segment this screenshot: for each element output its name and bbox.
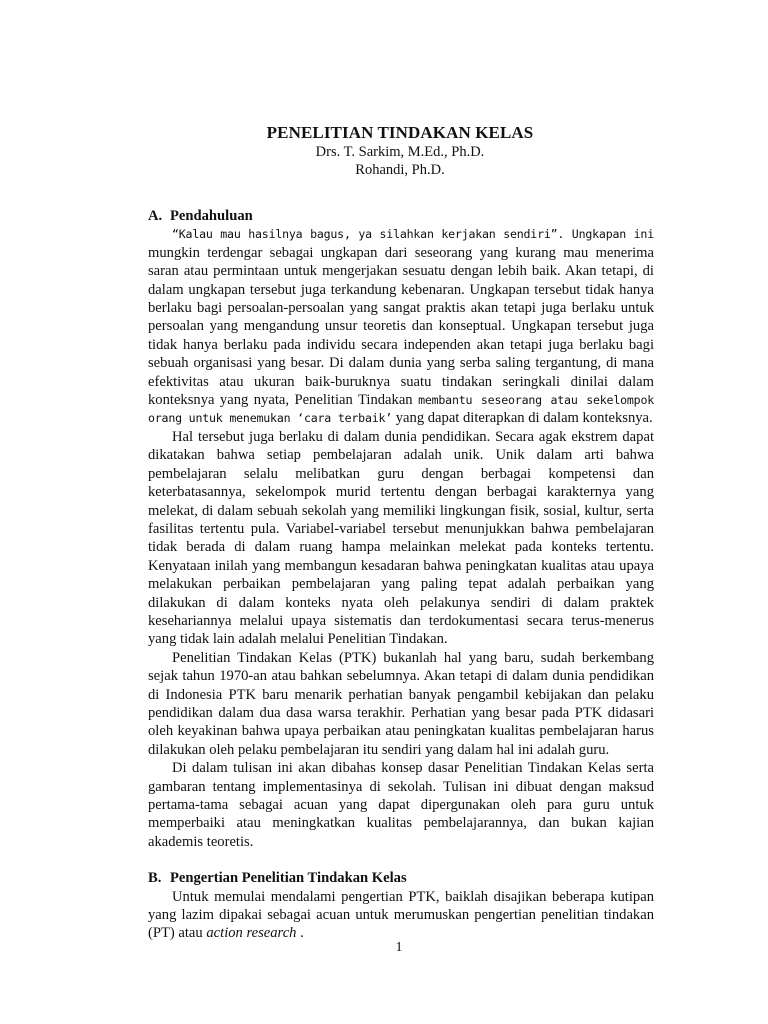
paragraph-text: yang dapat diterapkan di dalam konteksnya. — [392, 410, 653, 427]
paragraph: Di dalam tulisan ini akan dibahas konsep dasar Penelitian Tindakan Kelas serta gambaran tentang implementasinya di sekolah. Tulisan ini dibuat dengan maksud pertama-tama sebagai acuan yang dapat dipergunakan oleh para guru untuk memperbaiki atau meningkatkan kualitas pembelajarannya, dan bukan kajian akademis teoretis. — [148, 760, 654, 850]
document-body — [148, 207, 654, 943]
section-label: B. — [148, 870, 162, 887]
paragraph-text-mono: membantu seseorang atau sekelompok orang untuk menemukan ‘cara terbaik’ — [148, 393, 654, 426]
page-number: 1 — [395, 940, 403, 955]
paragraph-text-italic: action research — [206, 925, 297, 942]
paragraph — [148, 888, 654, 943]
paragraph-text: Untuk memulai mendalami pengertian PTK, baiklah disajikan beberapa kutipan yang lazim dipakai sebagai acuan untuk merumuskan pengertian penelitian tindakan (PT) atau — [148, 888, 654, 942]
section-label: A. — [148, 208, 163, 224]
author-name: Rohandi, Ph.D. — [355, 162, 445, 178]
paragraph-text: mungkin terdengar sebagai ungkapan dari seseorang yang kurang mau menerima saran atau permintaan untuk mengerjakan sesuatu dengan lebih baik. Akan tetapi, di dalam ungkapan tersebut juga terkandung kebenaran. Ungkapan tersebut tidak hanya berlaku bagi persoalan-persoalan yang sangat praktis akan tetapi juga berlaku untuk persoalan yang mengandung unsur teoretis dan konseptual. Ungkapan tersebut juga tidak hanya berlaku pada individu secara independen akan tetapi juga berlaku bagi sebuah organisasi yang besar. Di dalam dunia yang serba saling tergantung, di mana efektivitas atau ukuran baik-buruknya suatu tindakan seringkali dinilai dalam konteksnya yang nyata, Penelitian Tindakan — [148, 244, 654, 409]
document-title: PENELITIAN TINDAKAN KELAS — [266, 123, 534, 142]
paragraph — [148, 225, 654, 427]
section-title: Pendahuluan — [170, 208, 253, 224]
paragraph: Penelitian Tindakan Kelas (PTK) bukanlah hal yang baru, sudah berkembang sejak tahun 1970-an atau bahkan sebelumnya. Akan tetapi di dalam dunia pendidikan di Indonesia PTK baru menarik perhatian banyak pengambil kebijakan dan pelaku pendidikan dalam dua dasa warsa terakhir. Perhatian yang besar pada PTK didasari oleh keyakinan bahwa upaya perbaikan atau peningkatan kualitas pembelajaran harus dilakukan oleh pelaku pembelajaran itu sendiri yang dalam hal ini adalah guru. — [148, 649, 654, 758]
section-title: Pengertian Penelitian Tindakan Kelas — [170, 870, 407, 887]
section-spacer — [148, 851, 654, 869]
paragraph: Hal tersebut juga berlaku di dalam dunia pendidikan. Secara agak ekstrem dapat dikatakan bahwa setiap pembelajaran adalah unik. Unik dalam arti bahwa pembelajaran selalu melibatkan guru dengan berbagai kompetensi dan keterbatasannya, sekelompok murid tertentu dengan berbagai karakternya yang melekat, di dalam sebuah sekolah yang memiliki lingkungan fisik, sosial, kultur, serta fasilitas tertentu pula. Variabel-variabel tersebut menunjukkan bahwa pembelajaran tidak berada di dalam ruang hampa melainkan melekat pada konteks tertentu. Kenyataan inilah yang membangun kesadaran bahwa peningkatan kualitas atau upaya melakukan perbaikan pembelajaran yang paling tepat adalah perbaikan yang dilakukan di dalam konteks nyata oleh pelakunya sendiri di dalam praktek kesehariannya melalui upaya sistematis dan terdokumentasi secara terus-menerus yang tidak lain adalah melalui Penelitian Tindakan. — [148, 428, 654, 648]
section-heading-pengertian — [148, 869, 654, 887]
section-heading-pendahuluan — [148, 207, 654, 225]
author-name: Drs. T. Sarkim, M.Ed., Ph.D. — [315, 144, 485, 160]
paragraph-text: . — [296, 925, 304, 942]
title-block — [145, 123, 655, 179]
paragraph-text-mono: “Kalau mau hasilnya bagus, ya silahkan kerjakan sendiri”. Ungkapan ini — [172, 227, 654, 242]
